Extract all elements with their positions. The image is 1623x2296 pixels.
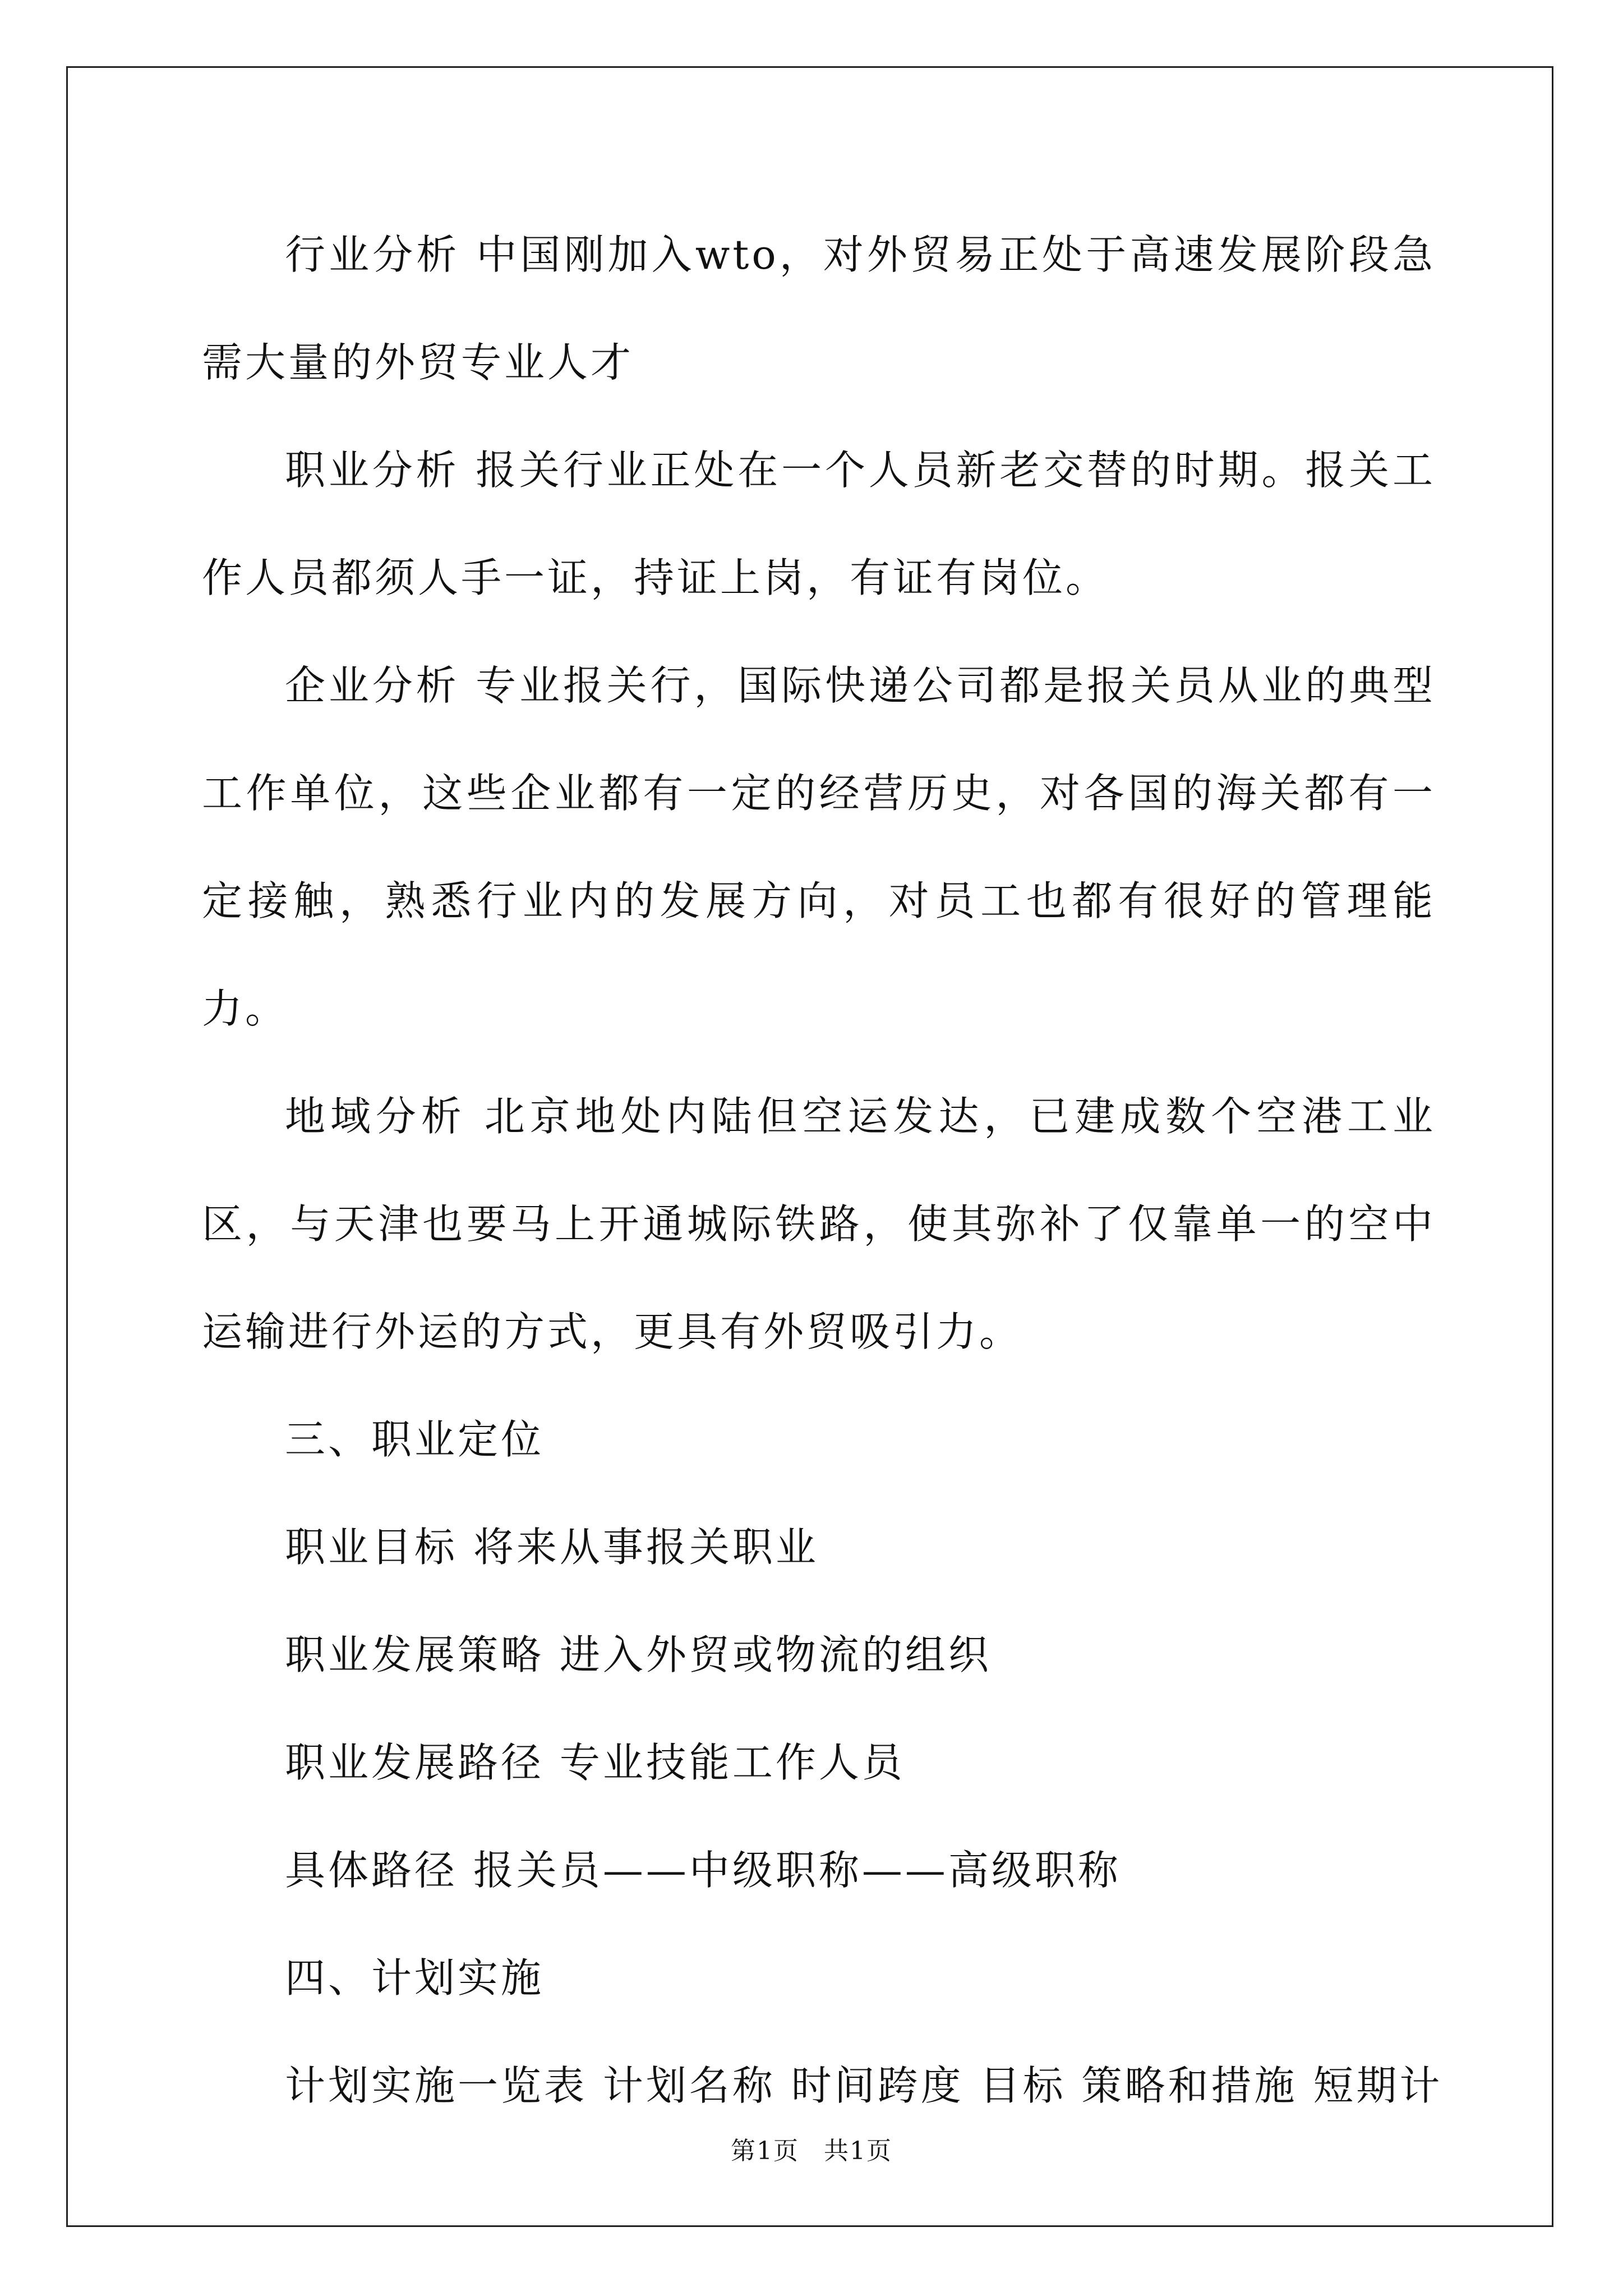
page-number-current: 第1页 [731, 2137, 799, 2165]
page-number-total: 共1页 [824, 2137, 892, 2165]
document-body [202, 201, 1443, 2139]
line-specific-path: 具体路径 报关员——中级职称——高级职称 [285, 1847, 1121, 1894]
paragraph-industry-analysis: 行业分析 中国刚加入wto，对外贸易正处于高速发展阶段急需大量的外贸专业人才 [202, 231, 1436, 386]
line-plan-table-intro: 计划实施一览表 计划名称 时间跨度 目标 策略和措施 短期计 [285, 2062, 1443, 2109]
paragraph-regional-analysis: 地域分析 北京地处内陆但空运发达，已建成数个空港工业区，与天津也要马上开通城际铁路，使其弥补了仅靠单一的空中运输进行外运的方式，更具有外贸吸引力。 [202, 1093, 1436, 1355]
section-heading-career-positioning: 三、职业定位 [285, 1416, 545, 1463]
section-heading-plan-implementation: 四、计划实施 [285, 1954, 545, 2001]
line-career-goal: 职业目标 将来从事报关职业 [285, 1524, 819, 1571]
line-career-strategy: 职业发展策略 进入外贸或物流的组织 [285, 1631, 992, 1678]
line-career-path: 职业发展路径 专业技能工作人员 [285, 1739, 905, 1786]
paragraph-career-analysis: 职业分析 报关行业正处在一个人员新老交替的时期。报关工作人员都须人手一证，持证上岗，有证有岗位。 [202, 447, 1436, 601]
page-footer [0, 2131, 1623, 2166]
paragraph-enterprise-analysis: 企业分析 专业报关行，国际快递公司都是报关员从业的典型工作单位，这些企业都有一定的经营历史，对各国的海关都有一定接触，熟悉行业内的发展方向，对员工也都有很好的管理能力。 [202, 662, 1436, 1032]
